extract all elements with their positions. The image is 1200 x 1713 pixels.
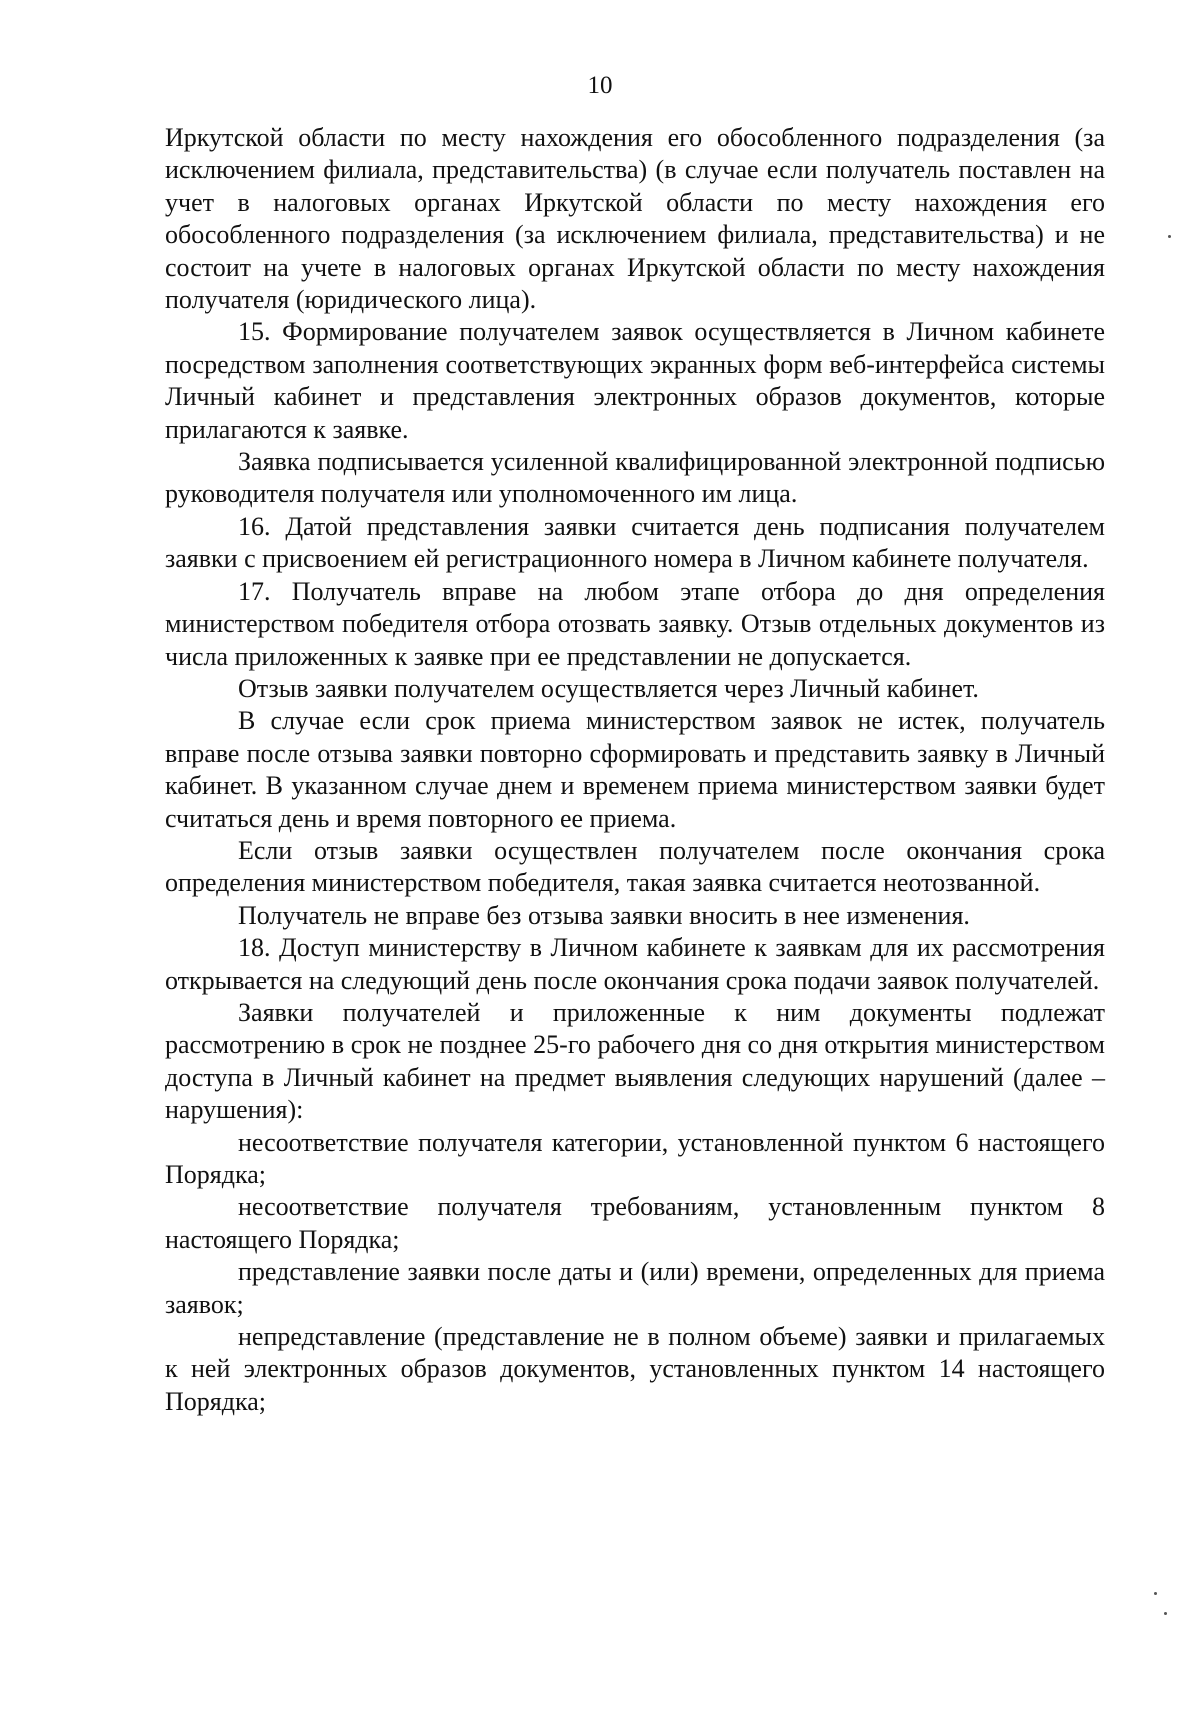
paragraph: непредставление (представление не в полном объеме) заявки и прилагаемых к ней электронных образов документов, установленных пунктом 14 настоящего Порядка; <box>165 1322 1105 1416</box>
paragraph: Получатель не вправе без отзыва заявки вносить в нее изменения. <box>238 900 970 930</box>
paragraph: Если отзыв заявки осуществлен получателем после окончания срока определения министерством победителя, такая заявка считается неотозванной. <box>165 835 1105 898</box>
scan-speck <box>1154 1592 1157 1595</box>
paragraph: Иркутской области по месту нахождения его обособленного подразделения (за исключением филиала, представительства) (в случае если получатель поставлен на учет в налоговых органах Иркутской области по месту нахождения его обособленного подразделения (за исключением филиала, представительства) и не состоит на учете в налоговых органах Иркутской области по месту нахождения получателя (юридического лица). <box>165 123 1105 315</box>
paragraph: Отзыв заявки получателем осуществляется через Личный кабинет. <box>238 673 979 703</box>
page-number: 10 <box>587 72 613 99</box>
paragraph: несоответствие получателя категории, установленной пунктом 6 настоящего Порядка; <box>165 1127 1105 1189</box>
paragraph: Заявки получателей и приложенные к ним документы подлежат рассмотрению в срок не позднее 25-го рабочего дня со дня открытия министерством доступа в Личный кабинет на предмет выявления следующих нарушений (далее – нарушения): <box>165 997 1105 1125</box>
scan-speck <box>1164 1612 1167 1615</box>
paragraph: представление заявки после даты и (или) времени, определенных для приема заявок; <box>165 1257 1105 1319</box>
scan-speck <box>1168 235 1171 238</box>
paragraph: В случае если срок приема министерством заявок не истек, получатель вправе после отзыва заявки повторно сформировать и представить заявку в Личный кабинет. В указанном случае днем и временем приема министерством заявки будет считаться день и время повторного ее приема. <box>165 706 1105 833</box>
paragraph: 17. Получатель вправе на любом этапе отбора до дня определения министерством победителя отбора отозвать заявку. Отзыв отдельных документов из числа приложенных к заявке при ее представлении не допускается. <box>165 576 1105 671</box>
paragraph: 16. Датой представления заявки считается день подписания получателем заявки с присвоением ей регистрационного номера в Личном кабинете получателя. <box>165 511 1105 574</box>
paragraph: несоответствие получателя требованиям, установленным пунктом 8 настоящего Порядка; <box>165 1192 1105 1254</box>
paragraph: 15. Формирование получателем заявок осуществляется в Личном кабинете посредством заполнения соответствующих экранных форм веб-интерфейса системы Личный кабинет и представления электронных образов документов, которые прилагаются к заявке. <box>165 317 1105 444</box>
paragraph: 18. Доступ министерству в Личном кабинете к заявкам для их рассмотрения открывается на следующий день после окончания срока подачи заявок получателей. <box>165 933 1105 995</box>
document-body <box>165 122 1105 1418</box>
paragraph: Заявка подписывается усиленной квалифицированной электронной подписью руководителя получателя или уполномоченного им лица. <box>165 447 1105 509</box>
